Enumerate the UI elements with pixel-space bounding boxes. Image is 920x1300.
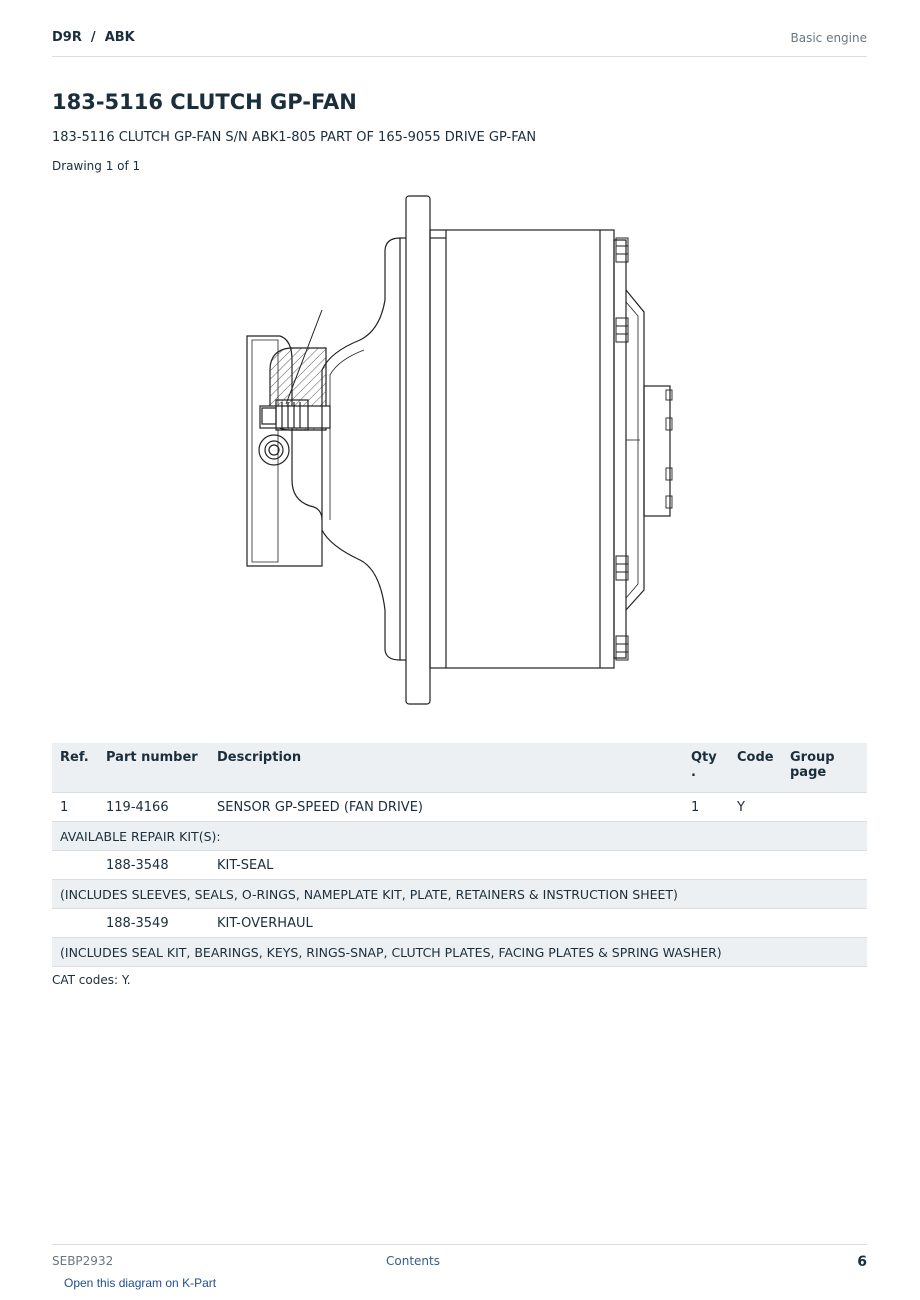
col-part-number: Part number bbox=[98, 743, 209, 793]
part-description: SENSOR GP-SPEED (FAN DRIVE) bbox=[209, 793, 683, 822]
parts-table bbox=[52, 743, 867, 967]
kit-note-row bbox=[52, 880, 867, 909]
port bbox=[259, 435, 289, 465]
table-header-row bbox=[52, 743, 867, 793]
page-header bbox=[52, 28, 867, 57]
housing-cone bbox=[322, 238, 400, 660]
parts-diagram[interactable] bbox=[230, 190, 700, 710]
repair-kits-label: AVAILABLE REPAIR KIT(S): bbox=[52, 822, 867, 851]
table-row[interactable] bbox=[52, 793, 867, 822]
kit-note: (INCLUDES SLEEVES, SEALS, O-RINGS, NAMEPLATE KIT, PLATE, RETAINERS & INSTRUCTION SHEET) bbox=[52, 880, 867, 909]
kit-part-number[interactable]: 188-3548 bbox=[98, 851, 209, 880]
part-code: Y bbox=[729, 793, 782, 822]
kit-note-row bbox=[52, 938, 867, 967]
page-footer bbox=[52, 1244, 867, 1270]
col-ref: Ref. bbox=[52, 743, 98, 793]
section-label: Basic engine bbox=[790, 31, 867, 45]
col-description: Description bbox=[209, 743, 683, 793]
end-plate bbox=[614, 240, 626, 658]
table-row[interactable] bbox=[52, 851, 867, 880]
page-number: 6 bbox=[857, 1254, 867, 1270]
page-title: 183-5116 CLUTCH GP-FAN bbox=[52, 90, 357, 114]
drawing-count: Drawing 1 of 1 bbox=[52, 159, 141, 173]
col-group-line1: Group bbox=[790, 750, 835, 765]
flange bbox=[406, 196, 430, 704]
col-code: Code bbox=[729, 743, 782, 793]
table-row[interactable] bbox=[52, 909, 867, 938]
part-qty: 1 bbox=[683, 793, 729, 822]
kit-note: (INCLUDES SEAL KIT, BEARINGS, KEYS, RINGS-SNAP, CLUTCH PLATES, FACING PLATES & SPRING WASHER) bbox=[52, 938, 867, 967]
contents-link[interactable]: Contents bbox=[386, 1254, 440, 1268]
col-qty-line2: . bbox=[691, 765, 696, 780]
col-group-page bbox=[782, 743, 867, 793]
clutch-drum bbox=[430, 230, 614, 668]
part-ref: 1 bbox=[52, 793, 98, 822]
kit-part-number[interactable]: 188-3549 bbox=[98, 909, 209, 938]
hub-cover bbox=[626, 290, 644, 610]
kit-description: KIT-OVERHAUL bbox=[209, 909, 683, 938]
col-qty-line1: Qty bbox=[691, 750, 717, 765]
page-subtitle: 183-5116 CLUTCH GP-FAN S/N ABK1-805 PART OF 165-9055 DRIVE GP-FAN bbox=[52, 130, 537, 145]
cat-codes: CAT codes: Y. bbox=[52, 973, 131, 987]
col-group-line2: page bbox=[790, 765, 827, 780]
part-number[interactable]: 119-4166 bbox=[98, 793, 209, 822]
kit-description: KIT-SEAL bbox=[209, 851, 683, 880]
part-group-page bbox=[782, 793, 867, 822]
document-id: SEBP2932 bbox=[52, 1254, 114, 1268]
breadcrumb[interactable]: D9R / ABK bbox=[52, 30, 135, 45]
col-qty bbox=[683, 743, 729, 793]
open-kpart-link[interactable]: Open this diagram on K-Part bbox=[64, 1276, 217, 1290]
repair-kits-label-row bbox=[52, 822, 867, 851]
